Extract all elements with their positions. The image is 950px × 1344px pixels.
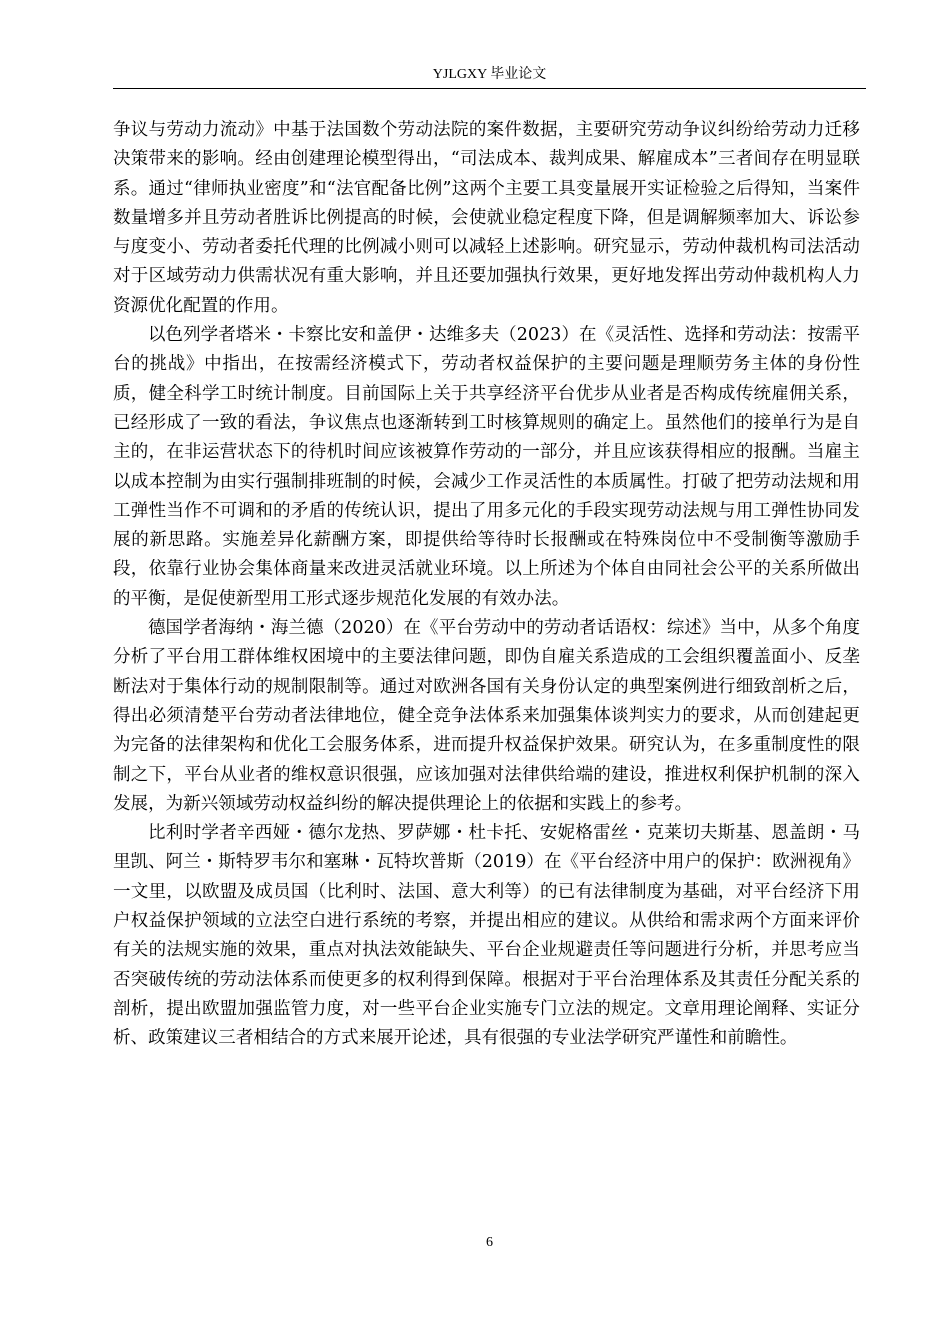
page-number: 6 [486, 1235, 493, 1250]
paragraph-3: 德国学者海纳・海兰德（2020）在《平台劳动中的劳动者话语权：综述》当中，从多个角度分析了平台用工群体维权困境中的主要法律问题，即伪自雇关系造成的工会组织覆盖面小、反垄断法对于集体行动的规制限制等。通过对欧洲各国有关身份认定的典型案例进行细致剖析之后，得出必须清楚平台劳动者法律地位，健全竞争法体系来加强集体谈判实力的要求，从而创建起更为完备的法律架构和优化工会服务体系，进而提升权益保护效果。研究认为，在多重制度性的限制之下，平台从业者的维权意识很强，应该加强对法律供给端的建设，推进权利保护机制的深入发展，为新兴领域劳动权益纠纷的解决提供理论上的依据和实践上的参考。 [113, 618, 860, 814]
body-text [113, 116, 860, 1054]
paragraph-4: 比利时学者辛西娅・德尔龙热、罗萨娜・杜卡托、安妮格雷丝・克莱切夫斯基、恩盖朗・马里凯、阿兰・斯特罗韦尔和塞琳・瓦特坎普斯（2019）在《平台经济中用户的保护：欧洲视角》一文里，以欧盟及成员国（比利时、法国、意大利等）的已有法律制度为基础，对平台经济下用户权益保护领域的立法空白进行系统的考察，并提出相应的建议。从供给和需求两个方面来评价有关的法规实施的效果，重点对执法效能缺失、平台企业规避责任等问题进行分析，并思考应当否突破传统的劳动法体系而使更多的权利得到保障。根据对于平台治理体系及其责任分配关系的剖析，提出欧盟加强监管力度，对一些平台企业实施专门立法的规定。文章用理论阐释、实证分析、政策建议三者相结合的方式来展开论述，具有很强的专业法学研究严谨性和前瞻性。 [113, 823, 860, 1049]
running-header: YJLGXY 毕业论文 [432, 67, 547, 82]
paragraph-2: 以色列学者塔米・卡察比安和盖伊・达维多夫（2023）在《灵活性、选择和劳动法：按需平台的挑战》中指出，在按需经济模式下，劳动者权益保护的主要问题是理顺劳务主体的身份性质，健全科学工时统计制度。目前国际上关于共享经济平台优步从业者是否构成传统雇佣关系，已经形成了一致的看法，争议焦点也逐渐转到工时核算规则的确定上。虽然他们的接单行为是自主的，在非运营状态下的待机时间应该被算作劳动的一部分，并且应该获得相应的报酬。当雇主以成本控制为由实行强制排班制的时候，会减少工作灵活性的本质属性。打破了把劳动法规和用工弹性当作不可调和的矛盾的传统认识，提出了用多元化的手段实现劳动法规与用工弹性协同发展的新思路。实施差异化薪酬方案，即提供给等待时长报酬或在特殊岗位中不受制衡等激励手段，依靠行业协会集体商量来改进灵活就业环境。以上所述为个体自由同社会公平的关系所做出的平衡，是促使新型用工形式逐步规范化发展的有效办法。 [113, 325, 860, 609]
header-divider [113, 88, 866, 89]
paragraph-1-continuation: 争议与劳动力流动》中基于法国数个劳动法院的案件数据，主要研究劳动争议纠纷给劳动力迁移决策带来的影响。经由创建理论模型得出，“司法成本、裁判成果、解雇成本”三者间存在明显联系。通过“律师执业密度”和“法官配备比例”这两个主要工具变量展开实证检验之后得知，当案件数量增多并且劳动者胜诉比例提高的时候，会使就业稳定程度下降，但是调解频率加大、诉讼参与度变小、劳动者委托代理的比例减小则可以减轻上述影响。研究显示，劳动仲裁机构司法活动对于区域劳动力供需状况有重大影响，并且还要加强执行效果，更好地发挥出劳动仲裁机构人力资源优化配置的作用。 [113, 120, 860, 316]
